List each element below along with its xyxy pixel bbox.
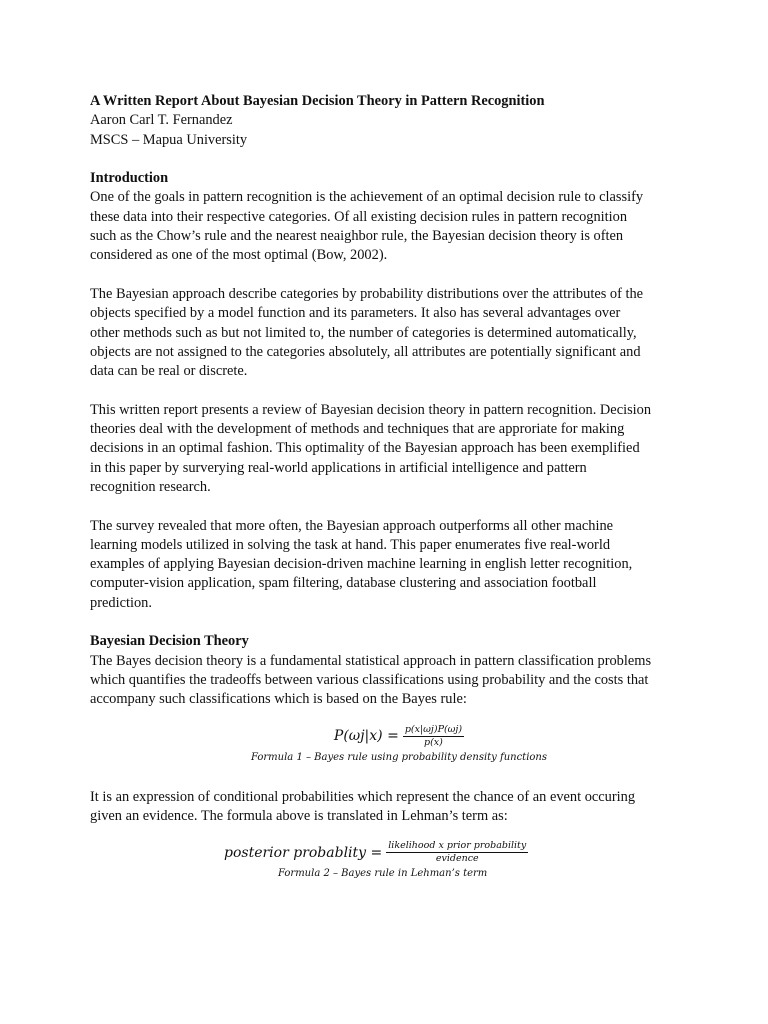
formula-1-lhs: P(ωj|x) = <box>333 728 399 744</box>
formula-1-denominator: p(x) <box>424 736 443 748</box>
text-line: theories deal with the development of methods and techniques that are approriate for making <box>90 421 625 438</box>
text-line: data can be real or discrete. <box>90 363 248 380</box>
formula-2-denominator: evidence <box>435 853 479 865</box>
text-line: in this paper by surverying real-world applications in artificial intelligence and pattern <box>90 459 587 476</box>
introduction-heading: Introduction <box>90 170 169 187</box>
text-line: One of the goals in pattern recognition is the achievement of an optimal decision rule to classify <box>90 189 644 206</box>
bayesian-decision-theory-heading: Bayesian Decision Theory <box>90 633 249 650</box>
intro-paragraph-2 <box>90 285 708 381</box>
text-line: decisions in an optimal fashion. This optimality of the Bayesian approach has been exemplified <box>90 440 640 457</box>
text-line: other methods such as but not limited to, the number of categories is determined automatically, <box>90 324 637 341</box>
text-line: objects are not assigned to the categories absolutely, all attributes are potentially significant and <box>90 343 641 360</box>
text-line: learning models utilized in solving the task at hand. This paper enumerates five real-world <box>90 536 611 553</box>
author-name: Aaron Carl T. Fernandez <box>90 112 233 129</box>
formula-2-caption: Formula 2 – Bayes rule in Lehman’s term <box>278 868 488 880</box>
intro-paragraph-1 <box>90 188 708 265</box>
report-title: A Written Report About Bayesian Decision Theory in Pattern Recognition <box>90 93 545 109</box>
bdt-paragraph-1 <box>90 652 708 710</box>
text-line: It is an expression of conditional probabilities which represent the chance of an event occuring <box>90 788 636 805</box>
text-line: computer-vision application, spam filtering, database clustering and association football <box>90 575 597 592</box>
text-line: accompany such classifications which is based on the Bayes rule: <box>90 691 467 708</box>
formula-2 <box>90 840 708 865</box>
text-line: The Bayesian approach describe categories by probability distributions over the attributes of the <box>90 285 644 302</box>
text-line: objects specified by a model function and its parameters. It also has several advantages over <box>90 305 621 322</box>
text-line: such as the Chow’s rule and the nearest neaighbor rule, the Bayesian decision theory is often <box>90 228 624 245</box>
intro-paragraph-4 <box>90 517 708 613</box>
text-line: The Bayes decision theory is a fundamental statistical approach in pattern classification problems <box>90 652 652 669</box>
intro-paragraph-3 <box>90 401 708 497</box>
formula-1-caption: Formula 1 – Bayes rule using probability density functions <box>250 751 547 763</box>
formula-2-fraction <box>386 840 528 865</box>
bdt-paragraph-2 <box>90 788 708 827</box>
text-line: these data into their respective categories. Of all existing decision rules in pattern recognition <box>90 208 628 225</box>
text-line: recognition research. <box>90 478 211 495</box>
text-line: which quantifies the tradeoffs between various classifications using probability and the costs that <box>90 671 649 688</box>
author-affiliation: MSCS – Mapua University <box>90 131 248 148</box>
text-line: prediction. <box>90 594 152 611</box>
text-line: This written report presents a review of Bayesian decision theory in pattern recognition. Decision <box>90 401 652 418</box>
formula-1-numerator: p(x|ωj)P(ωj) <box>404 723 463 735</box>
formula-2-lhs: posterior probablity = <box>224 844 383 861</box>
formula-1 <box>90 724 708 749</box>
text-line: considered as one of the most optimal (Bow, 2002). <box>90 247 388 264</box>
formula-1-fraction <box>403 724 464 749</box>
formula-2-numerator: likelihood x prior probability <box>388 840 527 852</box>
text-line: given an evidence. The formula above is translated in Lehman’s term as: <box>90 807 508 824</box>
text-line: examples of applying Bayesian decision-driven machine learning in english letter recognition, <box>90 556 633 573</box>
text-line: The survey revealed that more often, the Bayesian approach outperforms all other machine <box>90 517 614 534</box>
